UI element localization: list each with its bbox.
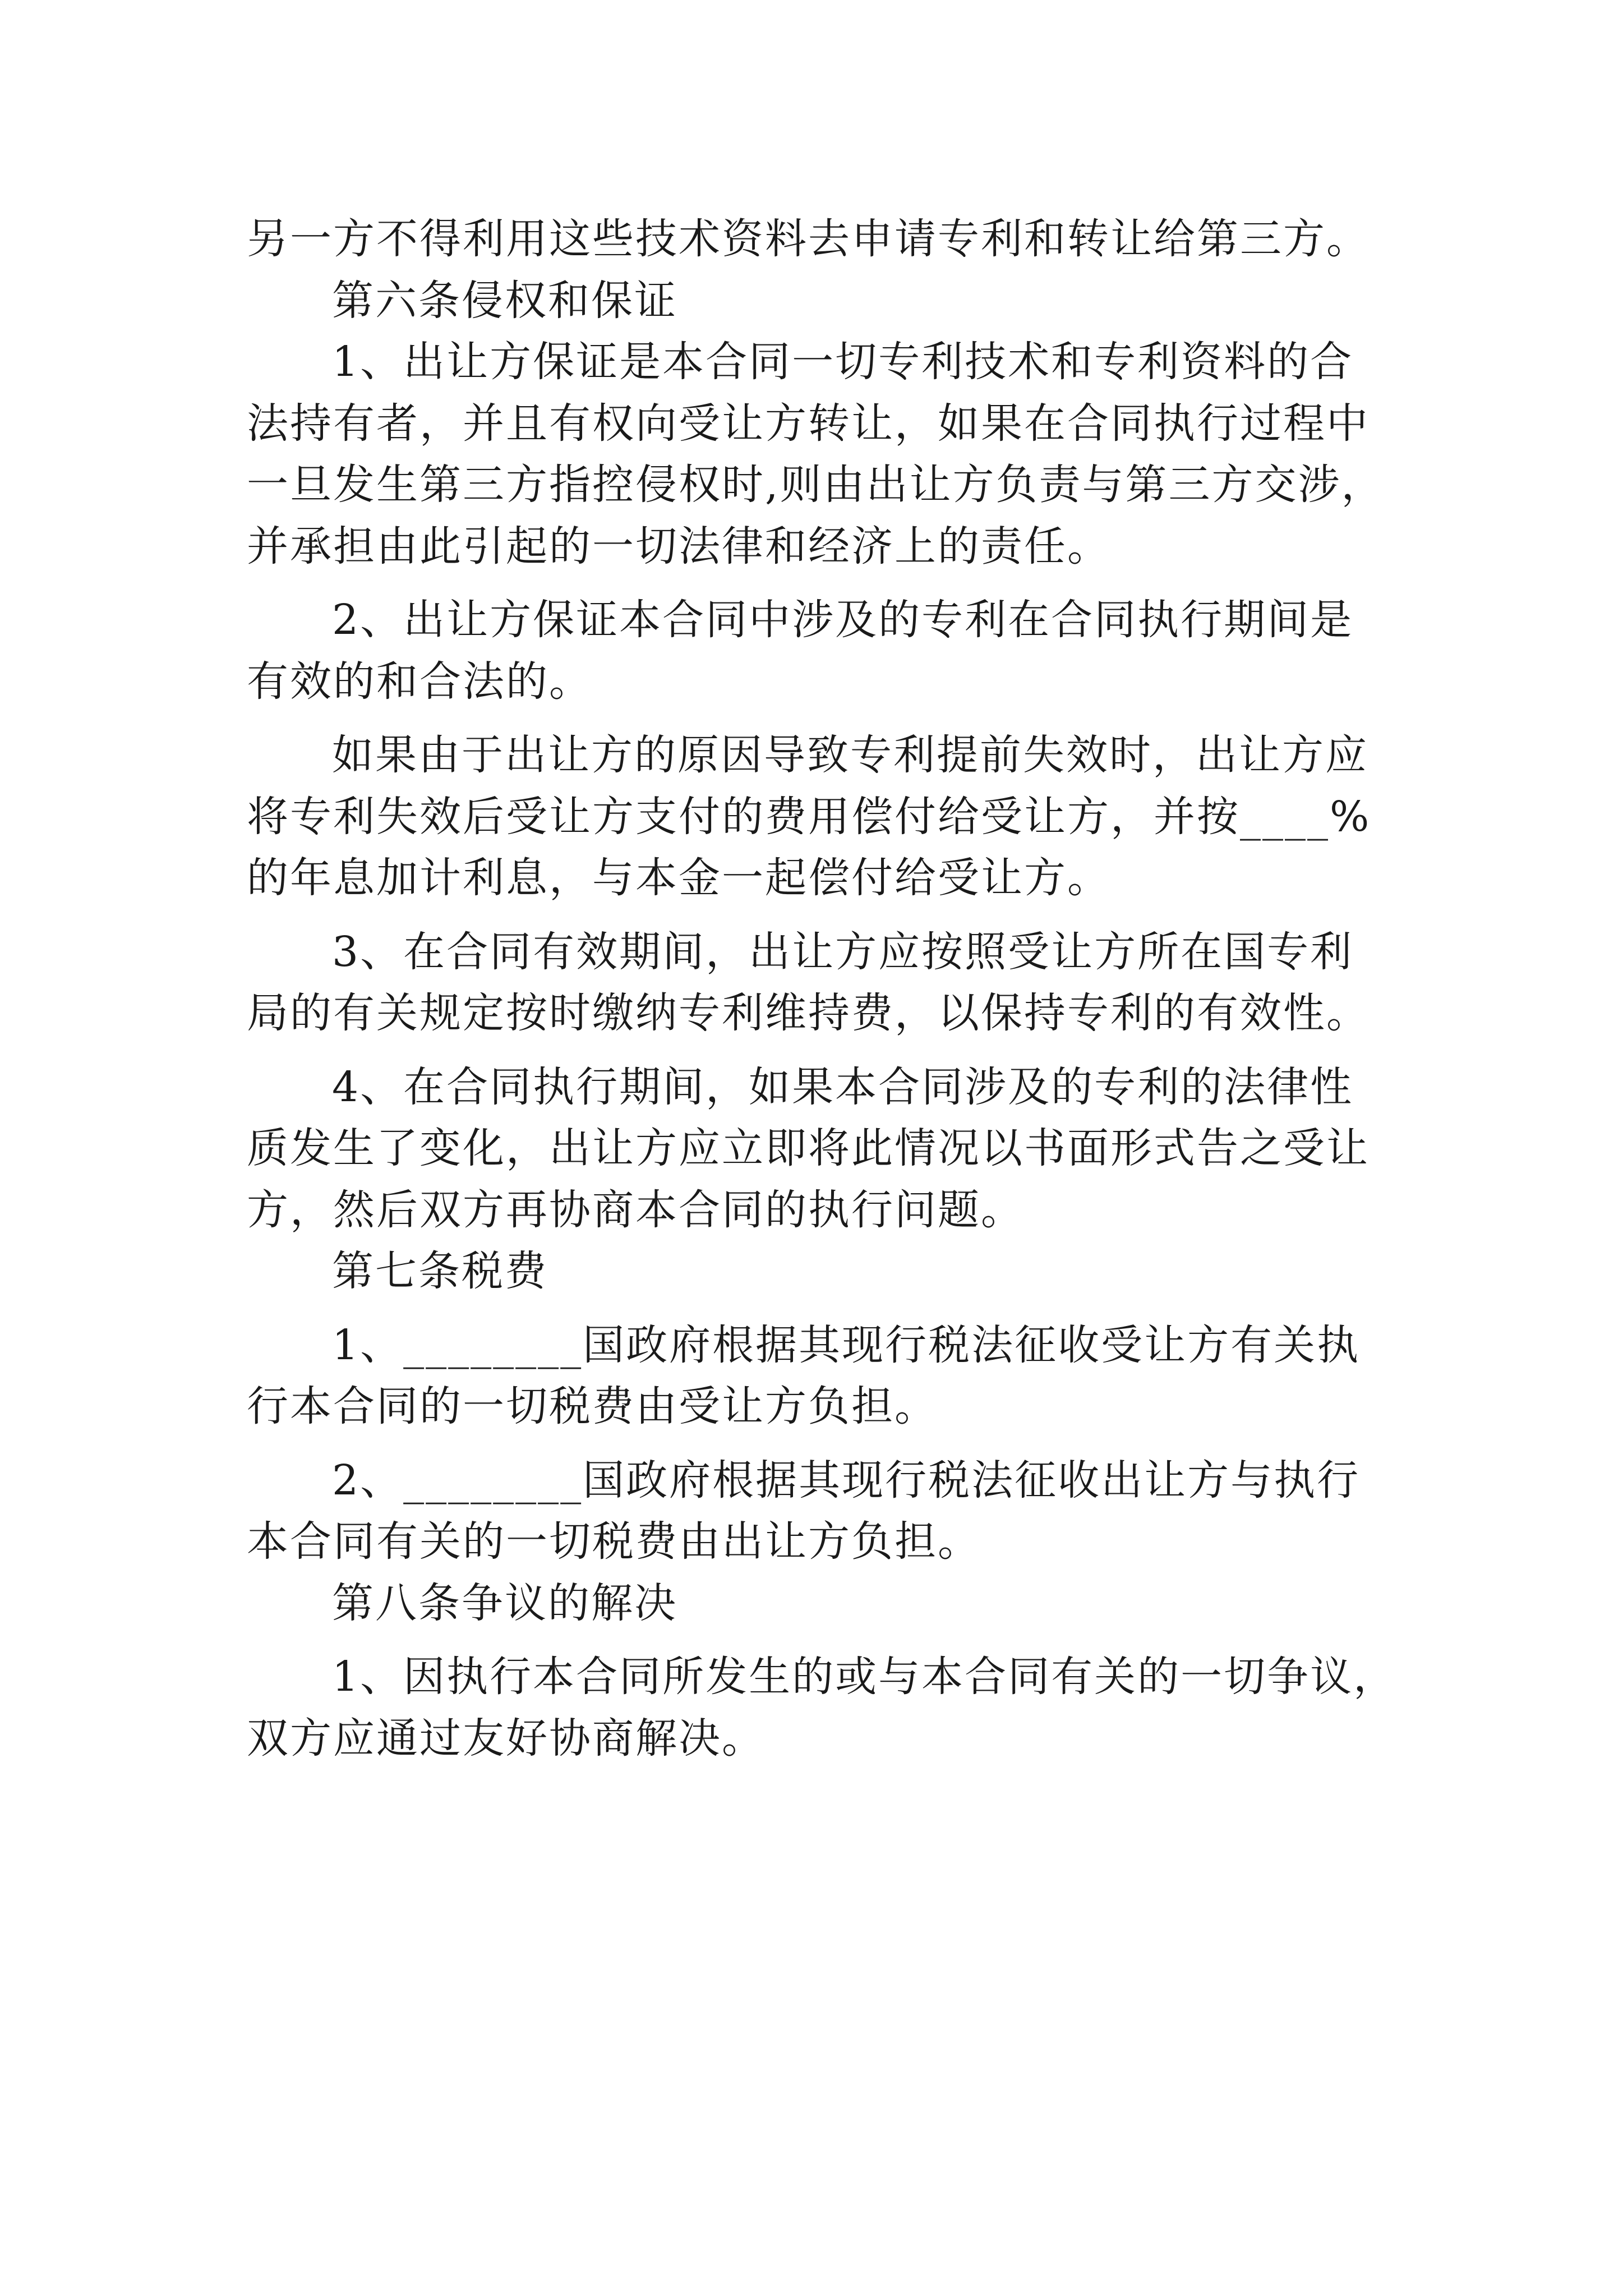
text-line: 另一方不得利用这些技术资料去申请专利和转让给第三方。: [247, 215, 1370, 263]
text-line: 法持有者，并且有权向受让方转让，如果在合同执行过程中: [247, 399, 1370, 448]
text-line: 双方应通过友好协商解决。: [247, 1714, 765, 1763]
section-heading-article-8: 第八条争议的解决: [332, 1579, 677, 1627]
text-line: 行本合同的一切税费由受让方负担。: [247, 1382, 938, 1430]
text-line: 局的有关规定按时缴纳专利维持费，以保持专利的有效性。: [247, 989, 1370, 1037]
text-line: 2、________国政府根据其现行税法征收出让方与执行: [332, 1456, 1361, 1504]
text-line: 有效的和合法的。: [247, 657, 592, 706]
text-line: 一旦发生第三方指控侵权时,则由出让方负责与第三方交涉，: [247, 461, 1385, 509]
text-line: 将专利失效后受让方支付的费用偿付给受让方，并按____%: [247, 792, 1371, 841]
text-line: 1、出让方保证是本合同一切专利技术和专利资料的合: [332, 338, 1354, 386]
text-line: 质发生了变化，出让方应立即将此情况以书面形式告之受让: [247, 1124, 1370, 1172]
text-line: 并承担由此引起的一切法律和经济上的责任。: [247, 522, 1110, 570]
document-body: [247, 209, 1397, 1769]
text-line: 2、出让方保证本合同中涉及的专利在合同执行期间是: [332, 596, 1354, 644]
section-heading-article-7: 第七条税费: [332, 1247, 548, 1295]
text-line: 如果由于出让方的原因导致专利提前失效时，出让方应: [332, 731, 1368, 779]
text-line: 本合同有关的一切税费由出让方负担。: [247, 1517, 981, 1566]
text-line: 方，然后双方再协商本合同的执行问题。: [247, 1185, 1024, 1234]
text-line: 的年息加计利息，与本金一起偿付给受让方。: [247, 854, 1110, 902]
text-line: 1、________国政府根据其现行税法征收受让方有关执: [332, 1320, 1361, 1369]
section-heading-article-6: 第六条侵权和保证: [332, 276, 677, 325]
text-line: 3、在合同有效期间，出让方应按照受让方所在国专利: [332, 927, 1354, 976]
text-line: 4、在合同执行期间，如果本合同涉及的专利的法律性: [332, 1062, 1354, 1111]
text-line: 1、因执行本合同所发生的或与本合同有关的一切争议，: [332, 1653, 1397, 1701]
